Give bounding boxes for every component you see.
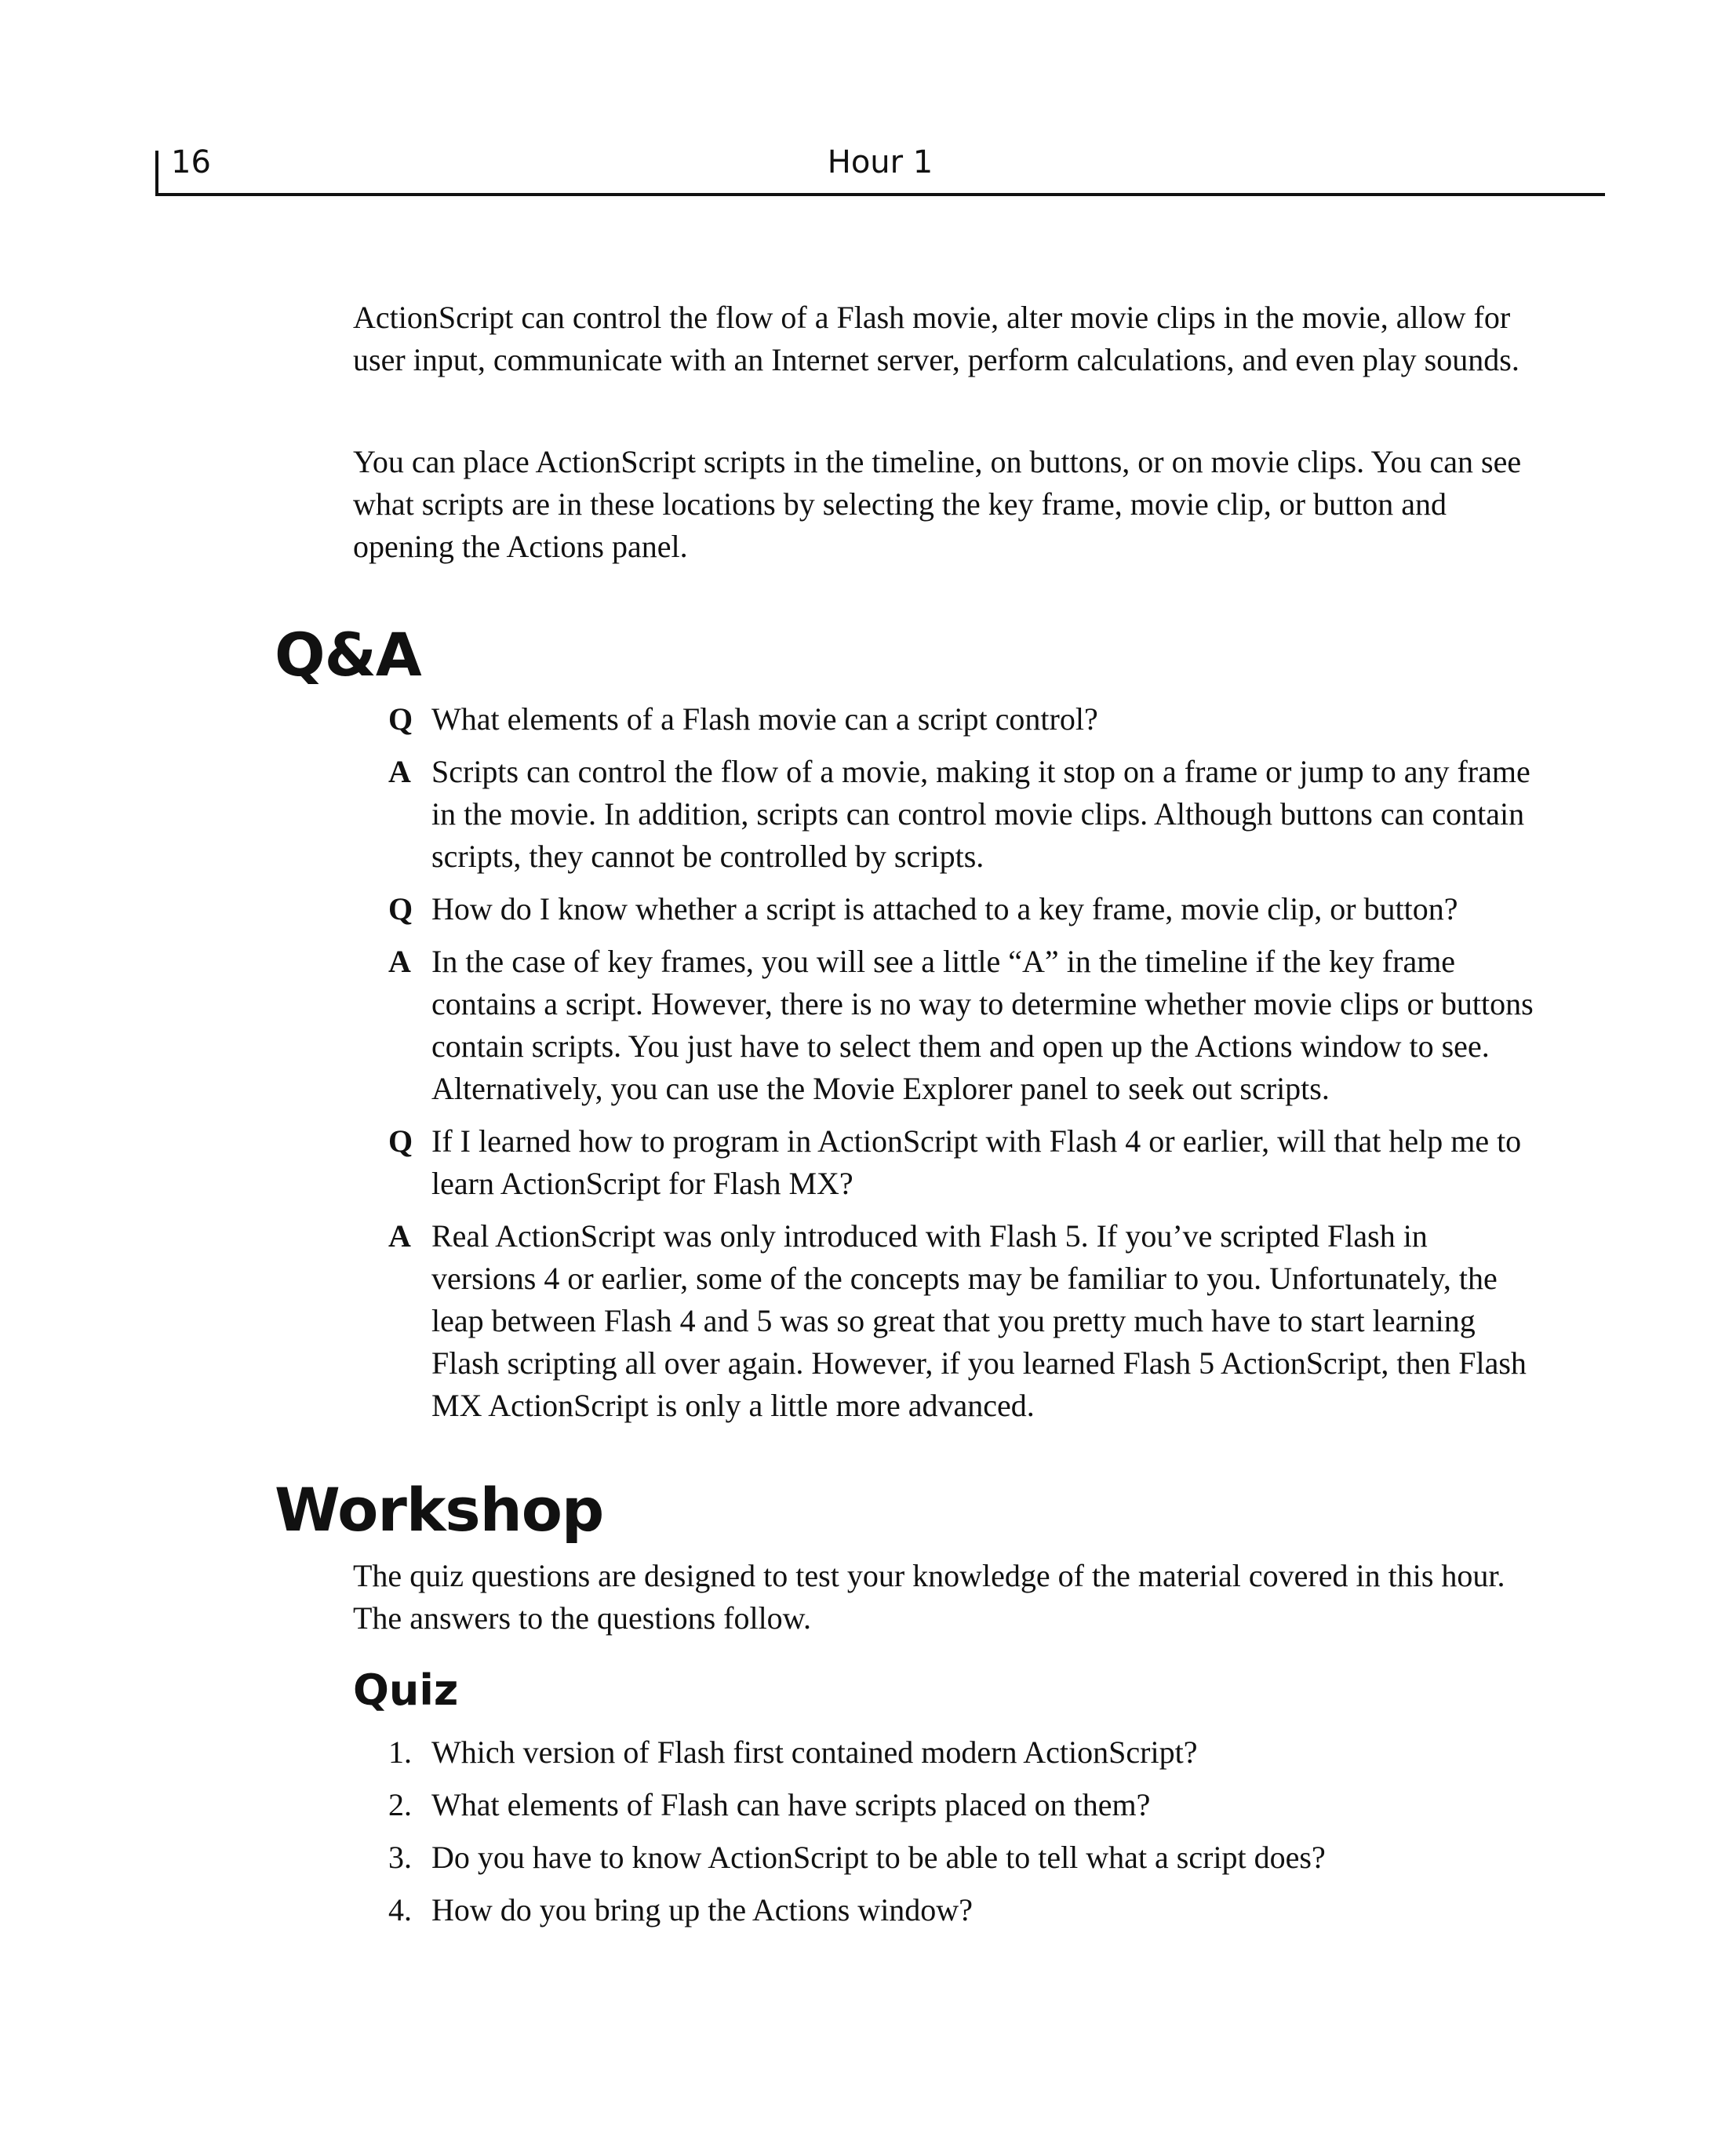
intro-paragraph-1: ActionScript can control the flow of a Flash movie, alter movie clips in the movie, allow for user input, communicate with an Internet server, perform calculations, and even play sounds. [353, 300, 1519, 377]
quiz-question: Which version of Flash first contained modern ActionScript? [431, 1734, 1198, 1770]
quiz-item [388, 1784, 1534, 1826]
chapter-title: Hour 1 [827, 144, 934, 180]
qa-text: Real ActionScript was only introduced with Flash 5. If you’ve scripted Flash in versions 4 or earlier, some of the concepts may be familiar to you. Unfortunately, the leap between Flash 4 and 5 was so great that you pretty much have to start learning Flash scripting all over again. However, if you learned Flash 5 ActionScript, then Flash MX ActionScript is only a little more advanced. [431, 1218, 1527, 1423]
qa-list [388, 698, 1534, 1437]
qa-item [388, 698, 1534, 741]
page-number: 16 [171, 144, 211, 180]
quiz-item [388, 1731, 1534, 1774]
qa-item [388, 751, 1534, 878]
qa-marker: Q [388, 891, 413, 926]
qa-text: In the case of key frames, you will see a little “A” in the timeline if the key frame contains a script. However, there is no way to determine whether movie clips or buttons contain scripts. You just have to select them and open up the Actions window to see. Alternatively, you can use the Movie Explorer panel to seek out scripts. [431, 944, 1534, 1106]
qa-text: Scripts can control the flow of a movie, making it stop on a frame or jump to any frame in the movie. In addition, scripts can control movie clips. Although buttons can contain scripts, they cannot be controlled by scripts. [431, 754, 1530, 874]
qa-text: If I learned how to program in ActionScript with Flash 4 or earlier, will that help me to learn ActionScript for Flash MX? [431, 1123, 1522, 1201]
qa-item [388, 888, 1534, 930]
qa-marker: A [388, 1218, 411, 1254]
qa-item [388, 1120, 1534, 1205]
quiz-question: How do you bring up the Actions window? [431, 1892, 973, 1927]
qa-marker: Q [388, 701, 413, 737]
quiz-number: 1. [388, 1734, 412, 1770]
qa-heading: Q&A [275, 620, 421, 690]
intro-paragraph-2: You can place ActionScript scripts in the timeline, on buttons, or on movie clips. You can see what scripts are in these locations by selecting the key frame, movie clip, or button and opening the Actions panel. [353, 444, 1522, 564]
quiz-number: 2. [388, 1787, 412, 1822]
qa-text: How do I know whether a script is attached to a key frame, movie clip, or button? [431, 891, 1458, 926]
qa-item [388, 1215, 1534, 1427]
quiz-number: 3. [388, 1840, 412, 1875]
quiz-question: What elements of Flash can have scripts placed on them? [431, 1787, 1151, 1822]
quiz-list [388, 1731, 1534, 1942]
qa-marker: A [388, 754, 411, 789]
qa-marker: Q [388, 1123, 413, 1159]
quiz-number: 4. [388, 1892, 412, 1927]
qa-marker: A [388, 944, 411, 979]
quiz-question: Do you have to know ActionScript to be able to tell what a script does? [431, 1840, 1326, 1875]
quiz-item [388, 1836, 1534, 1879]
workshop-intro: The quiz questions are designed to test your knowledge of the material covered in this hour. The answers to the questions follow. [353, 1558, 1505, 1636]
header-rule [155, 193, 1605, 196]
quiz-item [388, 1889, 1534, 1931]
running-head [155, 140, 1605, 196]
qa-text: What elements of a Flash movie can a script control? [431, 701, 1098, 737]
workshop-heading: Workshop [275, 1475, 604, 1545]
qa-item [388, 941, 1534, 1110]
quiz-heading: Quiz [353, 1665, 459, 1715]
